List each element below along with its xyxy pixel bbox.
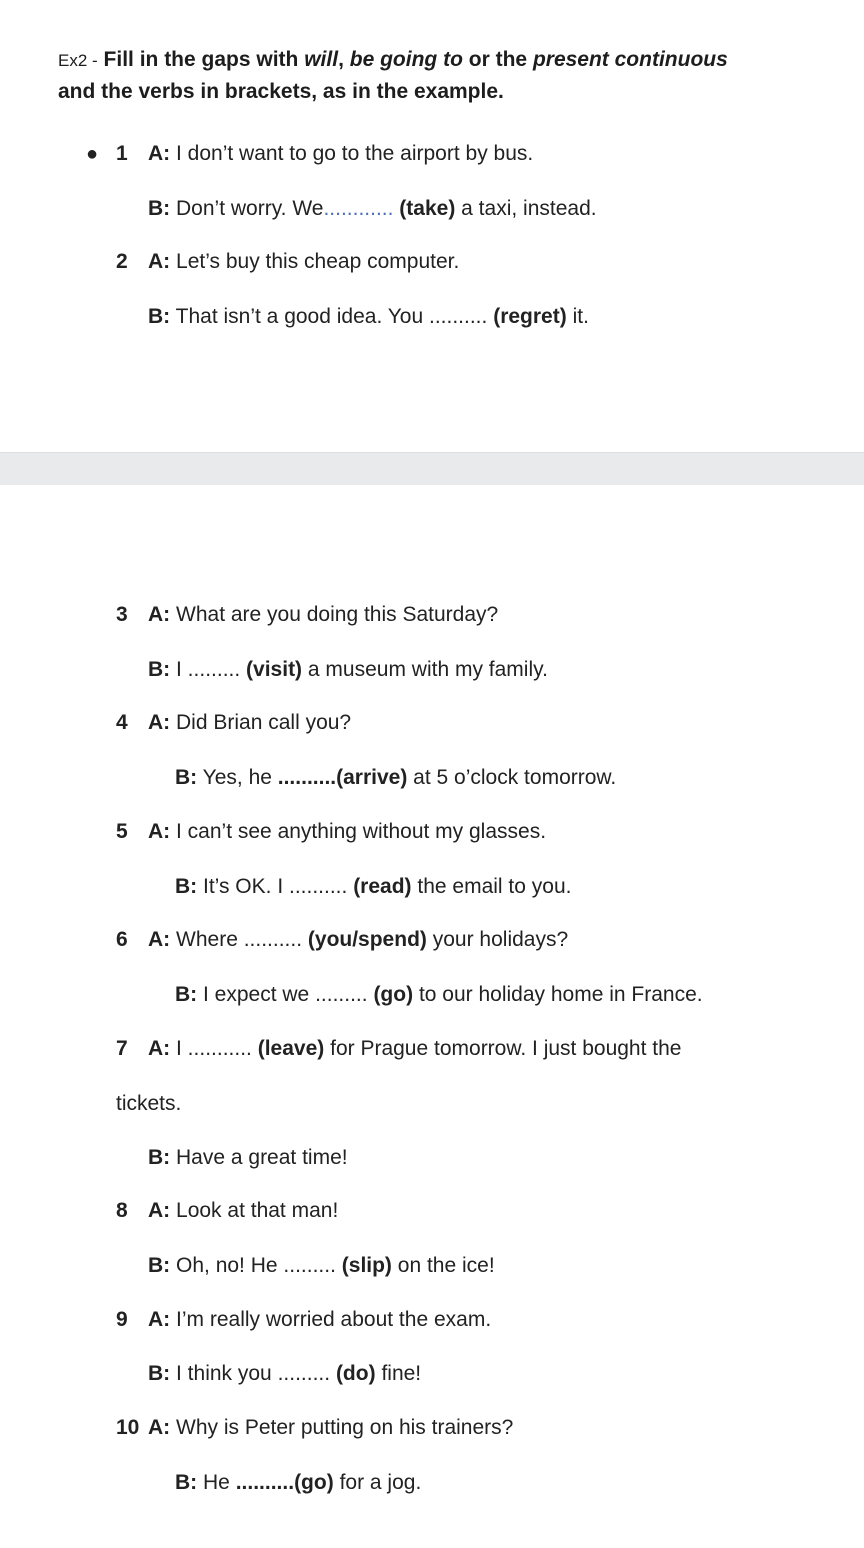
a-text: What are you doing this Saturday? (176, 603, 499, 626)
item-6-b (175, 983, 703, 1007)
item-1-b (148, 197, 597, 221)
exercise-label: Ex2 - (58, 51, 98, 70)
a-text: Did Brian call you? (176, 711, 352, 734)
verb-in-brackets: (go) (373, 983, 414, 1006)
verb-in-brackets: (read) (353, 875, 412, 898)
item-number: 7 (116, 1037, 128, 1060)
item-number: 9 (116, 1308, 128, 1331)
b-text: He (203, 1471, 236, 1494)
b-text-end: to our holiday home in France. (418, 983, 703, 1006)
a-text: Look at that man! (176, 1199, 339, 1222)
gap-dots: .......... (235, 1471, 295, 1494)
verb-in-brackets: (go) (294, 1471, 334, 1494)
instr-text: Fill in the gaps with (103, 48, 299, 71)
item-number: 6 (116, 928, 128, 951)
instr-comma: , (338, 48, 344, 71)
b-text-end: the email to you. (417, 875, 572, 898)
b-text-end: for a jog. (339, 1471, 422, 1494)
item-8-b (148, 1254, 495, 1278)
b-text: Have a great time! (176, 1146, 348, 1169)
exercise-instructions (58, 48, 728, 72)
a-text: Where .......... (176, 928, 303, 951)
instr-or-the: or the (468, 48, 528, 71)
item-9-b (148, 1362, 421, 1386)
speaker-a: A: (148, 250, 171, 273)
item-4-b (175, 766, 616, 790)
a-text: Let’s buy this cheap computer. (176, 250, 460, 273)
speaker-b: B: (175, 1471, 198, 1494)
b-text: Oh, no! He ......... (176, 1254, 336, 1277)
speaker-b: B: (148, 305, 171, 328)
verb-in-brackets: (regret) (493, 305, 567, 328)
a-text: Why is Peter putting on his trainers? (176, 1416, 514, 1439)
speaker-a: A: (148, 1037, 171, 1060)
instructions-line-2: and the verbs in brackets, as in the example. (58, 80, 504, 103)
verb-in-brackets: (do) (335, 1362, 376, 1385)
speaker-a: A: (148, 1308, 171, 1331)
speaker-b: B: (175, 983, 198, 1006)
a-text-end: your holidays? (432, 928, 569, 951)
speaker-a: A: (148, 142, 171, 165)
verb-in-brackets: (arrive) (336, 766, 408, 789)
verb-in-brackets: (you/spend) (307, 928, 427, 951)
item-2-a (148, 250, 459, 274)
item-3-b (148, 658, 548, 682)
speaker-a: A: (148, 928, 171, 951)
speaker-b: B: (148, 658, 171, 681)
gap-dots: ............ (323, 197, 394, 220)
item-7-a-continued: tickets. (116, 1092, 182, 1115)
b-text: That isn’t a good idea. You .......... (175, 305, 488, 328)
a-text: I don’t want to go to the airport by bus. (176, 142, 534, 165)
b-text: It’s OK. I .......... (203, 875, 348, 898)
b-text-end: fine! (381, 1362, 422, 1385)
speaker-b: B: (148, 1362, 171, 1385)
b-text: Don’t worry. We (176, 197, 324, 220)
speaker-b: B: (175, 766, 198, 789)
speaker-a: A: (148, 711, 171, 734)
item-3-a (148, 603, 498, 627)
item-number: 8 (116, 1199, 128, 1222)
b-text: I ......... (176, 658, 241, 681)
speaker-b: B: (148, 197, 171, 220)
item-number: 1 (116, 142, 128, 165)
speaker-a: A: (148, 603, 171, 626)
verb-in-brackets: (take) (399, 197, 456, 220)
b-text: I expect we ......... (203, 983, 368, 1006)
speaker-b: B: (148, 1146, 171, 1169)
b-text-end: a taxi, instead. (461, 197, 597, 220)
speaker-b: B: (175, 875, 198, 898)
gap-dots: .......... (277, 766, 337, 789)
verb-in-brackets: (slip) (341, 1254, 392, 1277)
item-5-b (175, 875, 571, 899)
verb-in-brackets: (leave) (257, 1037, 325, 1060)
item-number: 3 (116, 603, 128, 626)
b-text: Yes, he (202, 766, 278, 789)
instr-will: will (304, 48, 339, 71)
bullet-icon: ● (86, 143, 99, 165)
item-10-a (148, 1416, 513, 1440)
item-10-b (175, 1471, 421, 1495)
speaker-a: A: (148, 1199, 171, 1222)
speaker-a: A: (148, 820, 171, 843)
item-4-a (148, 711, 351, 735)
b-text: I think you ......... (176, 1362, 331, 1385)
b-text-end: at 5 o’clock tomorrow. (413, 766, 617, 789)
instr-present-continuous: present continuous (532, 48, 728, 71)
speaker-a: A: (148, 1416, 171, 1439)
item-number: 5 (116, 820, 128, 843)
item-7-a (148, 1037, 681, 1061)
b-text-end: a museum with my family. (307, 658, 548, 681)
item-number: 10 (116, 1416, 140, 1439)
speaker-b: B: (148, 1254, 171, 1277)
item-7-b (148, 1146, 348, 1170)
page-break-divider (0, 452, 864, 485)
instr-be-going-to: be going to (349, 48, 463, 71)
item-9-a (148, 1308, 491, 1332)
a-text: I’m really worried about the exam. (176, 1308, 492, 1331)
a-text: I ........... (176, 1037, 252, 1060)
item-number: 4 (116, 711, 128, 734)
a-text-end: for Prague tomorrow. I just bought the (330, 1037, 682, 1060)
item-5-a (148, 820, 546, 844)
item-8-a (148, 1199, 338, 1223)
verb-in-brackets: (visit) (246, 658, 303, 681)
item-number: 2 (116, 250, 128, 273)
b-text-end: it. (572, 305, 589, 328)
a-text: I can’t see anything without my glasses. (176, 820, 547, 843)
item-2-b (148, 305, 589, 329)
b-text-end: on the ice! (397, 1254, 495, 1277)
item-6-a (148, 928, 568, 952)
item-1-a (148, 142, 533, 166)
